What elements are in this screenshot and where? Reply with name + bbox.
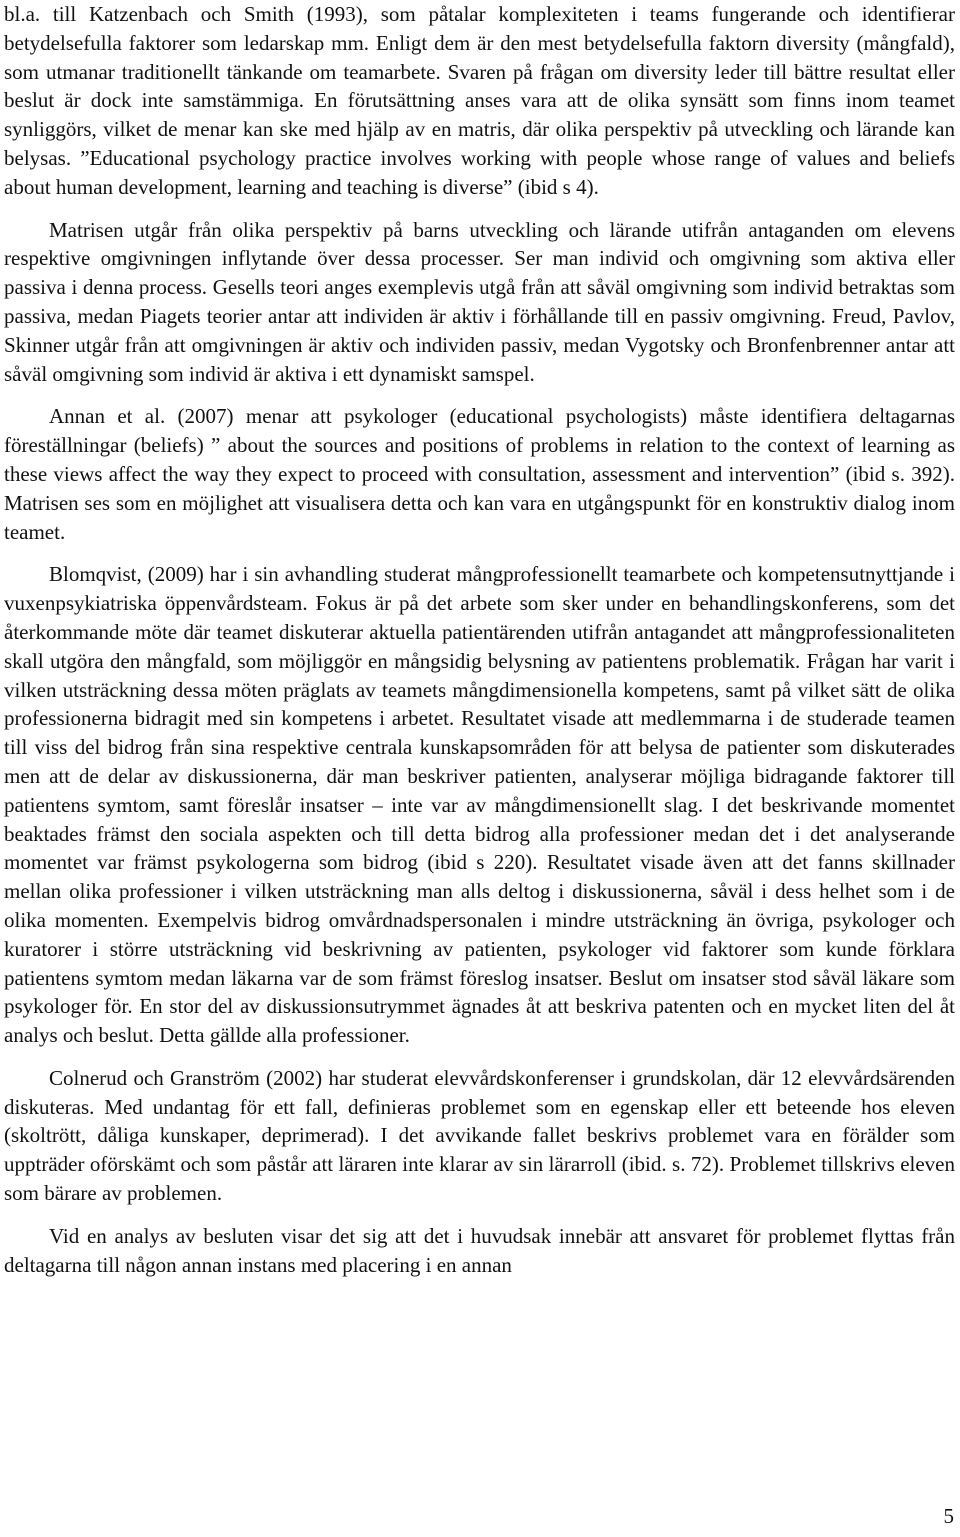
document-page: [4, 0, 955, 1293]
paragraph-annan: Annan et al. (2007) menar att psykologer (educational psychologists) måste identifiera deltagarnas föreställningar (beliefs) ” about the sources and positions of problems in relation to the context of learning as these views affect the way they expect to proceed with consultation, assessment and intervention” (ibid s. 392). Matrisen ses som en möjlighet att visualisera detta och kan vara en utgångspunkt för en konstruktiv dialog inom teamet.: [4, 404, 955, 544]
paragraph-colnerud: Colnerud och Granström (2002) har studerat elevvårdskonferenser i grundskolan, där 12 elevvårdsärenden diskuteras. Med undantag för ett fall, definieras problemet som en egenskap eller ett beteende hos eleven (skoltrött, dåliga kunskaper, deprimerad). I det avvikande fallet beskrivs problemet vara en förälder som uppträder oförskämt och som påstår att läraren inte klarar av sin lärarroll (ibid. s. 72). Problemet tillskrivs eleven som bärare av problemen.: [4, 1065, 955, 1206]
paragraph-analysis: Vid en analys av besluten visar det sig att det i huvudsak innebär att ansvaret för problemet flyttas från deltagarna till någon annan instans med placering i en annan: [4, 1223, 955, 1277]
page-number: 5: [943, 1504, 954, 1528]
paragraph-diversity: bl.a. till Katzenbach och Smith (1993), som påtalar komplexiteten i teams fungerande och identifierar betydelsefulla faktorer som ledarskap mm. Enligt dem är den mest betydelsefulla faktorn diversity (mångfald), som utmanar traditionellt tänkande om teamarbete. Svaren på frågan om diversity leder till bättre resultat eller beslut är dock inte samstämmiga. En förutsättning anses vara att de olika synsätt som finns inom teamet synliggörs, vilket de menar kan ske med hjälp av en matris, där olika perspektiv på utveckling och lärande kan belysas. ”Educational psychology practice involves working with people whose range of values and beliefs about human development, learning and teaching is diverse” (ibid s 4).: [4, 2, 955, 199]
paragraph-blomqvist: Blomqvist, (2009) har i sin avhandling studerat mångprofessionellt teamarbete och kompetensutnyttjande i vuxenpsykiatriska öppenvårdsteam. Fokus är på det arbete som sker under en behandlingskonferens, som det återkommande möte där teamet diskuterar aktuella patientärenden utifrån antagandet att mångprofessionaliteten skall utgöra den mångfald, som möjliggör en mångsidig belysning av patientens problematik. Frågan har varit i vilken utsträckning dessa möten präglats av teamets mångdimensionella kompetens, samt på vilket sätt de olika professionerna bidragit med sin kompetens i arbetet. Resultatet visade att medlemmarna i de studerade teamen till viss del bidrog från sina respektive centrala kunskapsområden för att belysa de patienter som diskuterades men att de delar av diskussionerna, där man beskriver patienten, analyserar möjliga bidragande faktorer till patientens symtom, samt föreslår insatser – inte var av mångdimensionellt slag. I det beskrivande momentet beaktades främst den sociala aspekten och till detta bidrog alla professioner medan det i det analyserande momentet var främst psykologerna som bidrog (ibid s 220). Resultatet visade även att det fanns skillnader mellan olika professioner i vilken utsträckning man alls deltog i diskussionerna, såväl i dess helhet som i de olika momenten. Exempelvis bidrog omvårdnadspersonalen i mindre utsträckning än övriga, psykologer och kuratorer i större utsträckning vid beskrivning av patienten, psykologer vid faktorer som kunde förklara patientens symtom medan läkarna var de som främst föreslog insatser. Beslut om insatser stod såväl läkare som psykologer för. En stor del av diskussionsutrymmet ägnades åt att beskriva patenten och en mycket liten del åt analys och beslut. Detta gällde alla professioner.: [4, 562, 955, 1048]
paragraph-matrix: Matrisen utgår från olika perspektiv på barns utveckling och lärande utifrån antaganden om elevens respektive omgivningen inflytande över dessa processer. Ser man individ och omgivning som aktiva eller passiva i denna process. Gesells teori anges exemplevis utgå från att såväl omgivning som individ betraktas som passiva, medan Piagets teorier antar att individen är aktiv i förhållande till en passiv omgivning. Freud, Pavlov, Skinner utgår från att omgivningen är aktiv och individen passiv, medan Vygotsky och Bronfenbrenner antar att såväl omgivning som individ är aktiva i ett dynamiskt samspel.: [4, 217, 955, 386]
